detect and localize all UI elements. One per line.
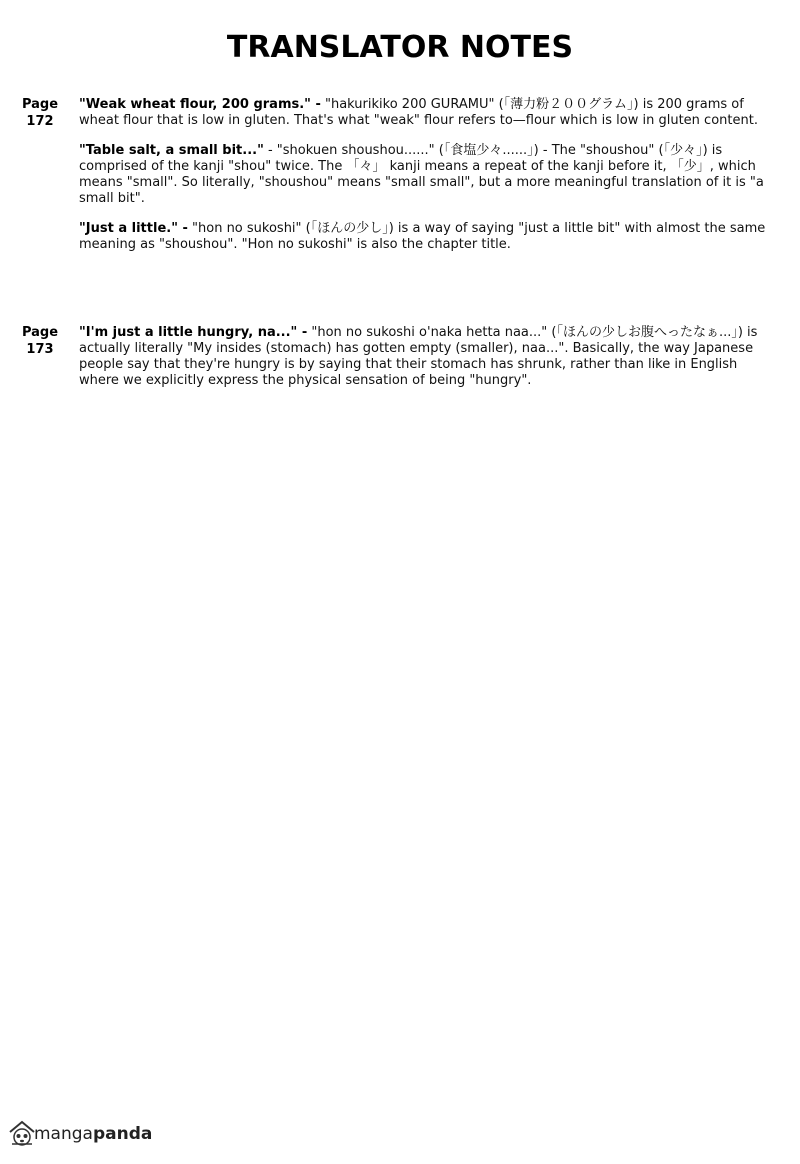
note-term: "Just a little." - [79,221,188,236]
note-little-hungry [79,325,779,389]
note-term: "I'm just a little hungry, na..." - [79,325,308,340]
notes-page-172 [79,97,779,267]
logo-part-manga: manga [34,1124,93,1144]
logo-part-panda: panda [92,1124,153,1144]
page-number: 172 [26,114,54,129]
note-term: "Weak wheat flour, 200 grams." - [79,97,321,112]
note-just-a-little [79,221,779,253]
notes-page-173 [79,325,779,403]
note-text: - "shokuen shoushou......" (「食塩少々......」) - The "shoushou" (「少々」) is comprised of the kanji "shou" twice. The 「々」 kanji means a repeat of the kanji before it, 「少」, which means "small". So literally, "shoushou" means "small small", but a more meaningful translation of it is "a small bit". [79,143,764,206]
note-text: "hakurikiko 200 GURAMU" (「薄力粉２００グラム」) is 200 grams of wheat flour that is low in gluten. That's what "weak" flour refers to—flour which is low in gluten content. [79,97,758,128]
page-label-172 [14,96,66,130]
note-weak-wheat-flour [79,97,779,129]
page-title: TRANSLATOR NOTES [226,30,574,65]
note-table-salt [79,143,779,207]
panda-face-icon [8,1118,36,1148]
logo-wordmark [34,1124,152,1144]
mangapanda-logo [6,1112,186,1152]
note-term: "Table salt, a small bit..." [79,143,264,158]
page-word: Page [21,325,59,340]
page-word: Page [21,97,59,112]
note-text: "hon no sukoshi" (「ほんの少し」) is a way of saying "just a little bit" with almost the same meaning as "shoushou". "Hon no sukoshi" is also the chapter title. [79,221,766,252]
page-label-173 [14,324,66,358]
note-text: "hon no sukoshi o'naka hetta naa..." (「ほんの少しお腹へったなぁ...」) is actually literally "My insides (stomach) has gotten empty (smaller), naa...". Basically, the way Japanese people say that they're hungry is by saying that their stomach has shrunk, rather than like in English where we explicitly express the physical sensation of being "hungry". [79,325,758,388]
page-number: 173 [26,342,54,357]
